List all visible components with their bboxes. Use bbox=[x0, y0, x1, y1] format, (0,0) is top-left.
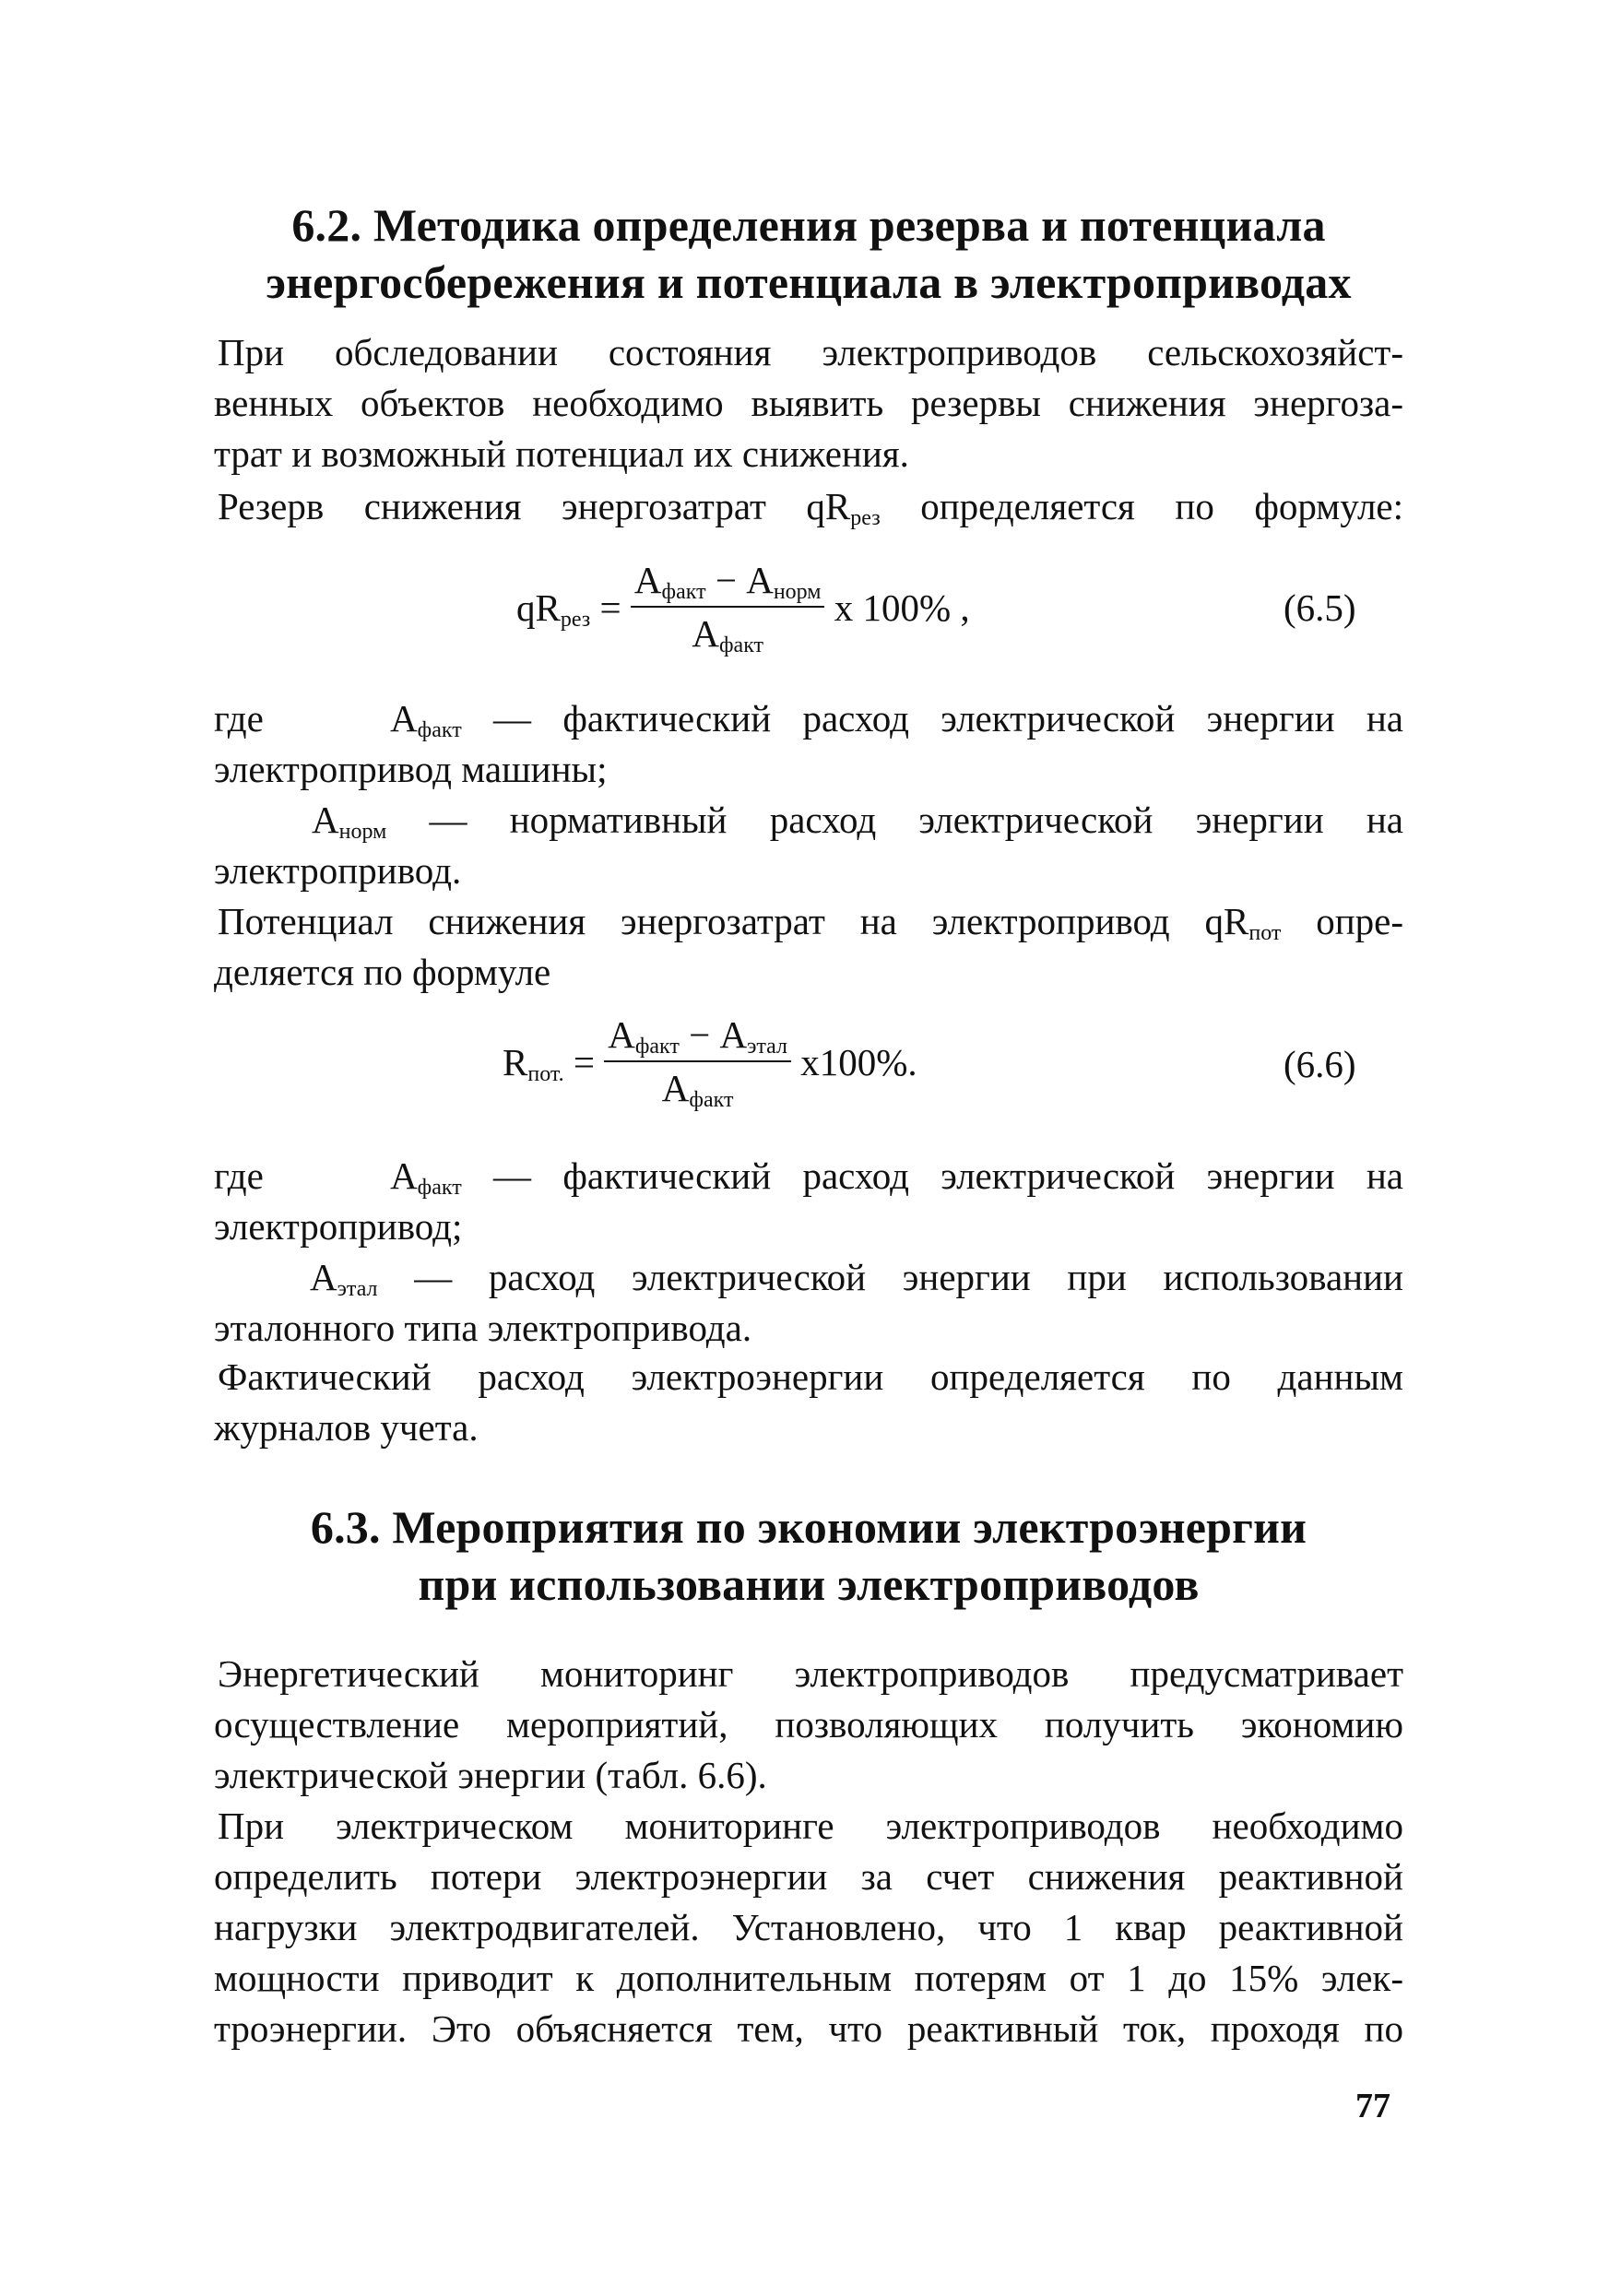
definition-block: где $A_{факт}$ — фактический расход электрической энергии на электропривод машины; bbox=[214, 693, 1403, 795]
text-line: электрической энергии (табл. 6.6). bbox=[214, 1754, 767, 1796]
text-line: эталонного типа электропривода. bbox=[214, 1307, 752, 1349]
formula-symbol: R bbox=[503, 1041, 528, 1083]
text-line: электропривод машины; bbox=[214, 748, 608, 790]
equation-number: (6.6) bbox=[1284, 1043, 1356, 1085]
paragraph bbox=[214, 1352, 1403, 1453]
definition-block: $A_{этал}$ — расход электрической энергии при использовании эталонного типа электропривода. bbox=[214, 1252, 1403, 1354]
denominator: $A_{факт}$ bbox=[692, 612, 764, 657]
formula-6-5 bbox=[516, 558, 970, 678]
heading-line: энергосбережения и потенциала в электроприводах bbox=[266, 256, 1352, 308]
section-6-2-heading bbox=[214, 196, 1403, 311]
text-line: определить потери электроэнергии за счет снижения реактивной bbox=[214, 1855, 1403, 1898]
text-line: Энергетический мониторинг электроприводов предусматривает bbox=[218, 1652, 1403, 1695]
text-line: электропривод; bbox=[214, 1205, 463, 1248]
definition-block: $A_{норм}$ — нормативный расход электрической энергии на электропривод. bbox=[214, 795, 1403, 896]
text-run: Резерв снижения энергозатрат qR bbox=[218, 485, 851, 527]
text-line: венных объектов необходимо выявить резервы снижения энергоза- bbox=[214, 382, 1403, 424]
numerator: $A_{факт} - A_{этал}$ bbox=[604, 1012, 791, 1062]
heading-line: при использовании электроприводов bbox=[418, 1558, 1200, 1610]
fraction bbox=[604, 1012, 791, 1112]
paragraph bbox=[214, 1649, 1403, 1801]
text-line: нагрузки электродвигателей. Установлено, что 1 квар реактивной bbox=[214, 1906, 1403, 1948]
paragraph bbox=[214, 1801, 1403, 2054]
where-word: где bbox=[214, 697, 264, 740]
text-run: определяется по формуле: bbox=[880, 485, 1403, 527]
formula-symbol: qR bbox=[516, 586, 561, 629]
formula-tail: x 100% , bbox=[834, 586, 970, 629]
equals-sign: = bbox=[590, 586, 621, 629]
text-line: При обследовании состояния электроприводов сельскохозяйст- bbox=[218, 331, 1403, 373]
subscript: рез bbox=[560, 608, 591, 632]
paragraph bbox=[214, 481, 1403, 532]
text-line: мощности приводит к дополнительным потерям от 1 до 15% элек- bbox=[214, 1957, 1403, 1999]
text-line: При электрическом мониторинге электроприводов необходимо bbox=[218, 1805, 1403, 1847]
text-line: деляется по формуле bbox=[214, 951, 551, 993]
heading-line: 6.3. Мероприятия по экономии электроэнергии bbox=[310, 1501, 1307, 1553]
page-number: 77 bbox=[1355, 2087, 1390, 2125]
equation-number: (6.5) bbox=[1284, 586, 1356, 629]
definition-block: где $A_{факт}$ — фактический расход электрической энергии на электропривод; bbox=[214, 1151, 1403, 1252]
text-line: троэнергии. Это объясняется тем, что реактивный ток, проходя по bbox=[214, 2007, 1403, 2050]
text-line: журналов учета. bbox=[214, 1406, 479, 1449]
section-6-3-heading bbox=[214, 1498, 1403, 1613]
paragraph: Потенциал снижения энергозатрат на электропривод $qR_{пот}$ опре- деляется по формуле bbox=[214, 896, 1403, 998]
denominator: $A_{факт}$ bbox=[661, 1067, 734, 1112]
fraction bbox=[631, 558, 825, 657]
text-line: электропривод. bbox=[214, 849, 462, 892]
text-line: трат и возможный потенциал их снижения. bbox=[214, 432, 909, 475]
equals-sign: = bbox=[563, 1041, 595, 1083]
text-line: Фактический расход электроэнергии определяется по данным bbox=[218, 1355, 1403, 1398]
formula-tail: x100%. bbox=[800, 1041, 917, 1083]
where-word: где bbox=[214, 1154, 264, 1197]
numerator: $A_{факт} - A_{норм}$ bbox=[631, 558, 825, 608]
text-line: осуществление мероприятий, позволяющих получить экономию bbox=[214, 1703, 1403, 1746]
subscript: рез bbox=[850, 506, 881, 530]
heading-line: 6.2. Методика определения резерва и потенциала bbox=[291, 199, 1326, 251]
subscript: пот. bbox=[527, 1062, 564, 1086]
paragraph bbox=[214, 327, 1403, 479]
formula-6-6 bbox=[503, 1012, 917, 1132]
